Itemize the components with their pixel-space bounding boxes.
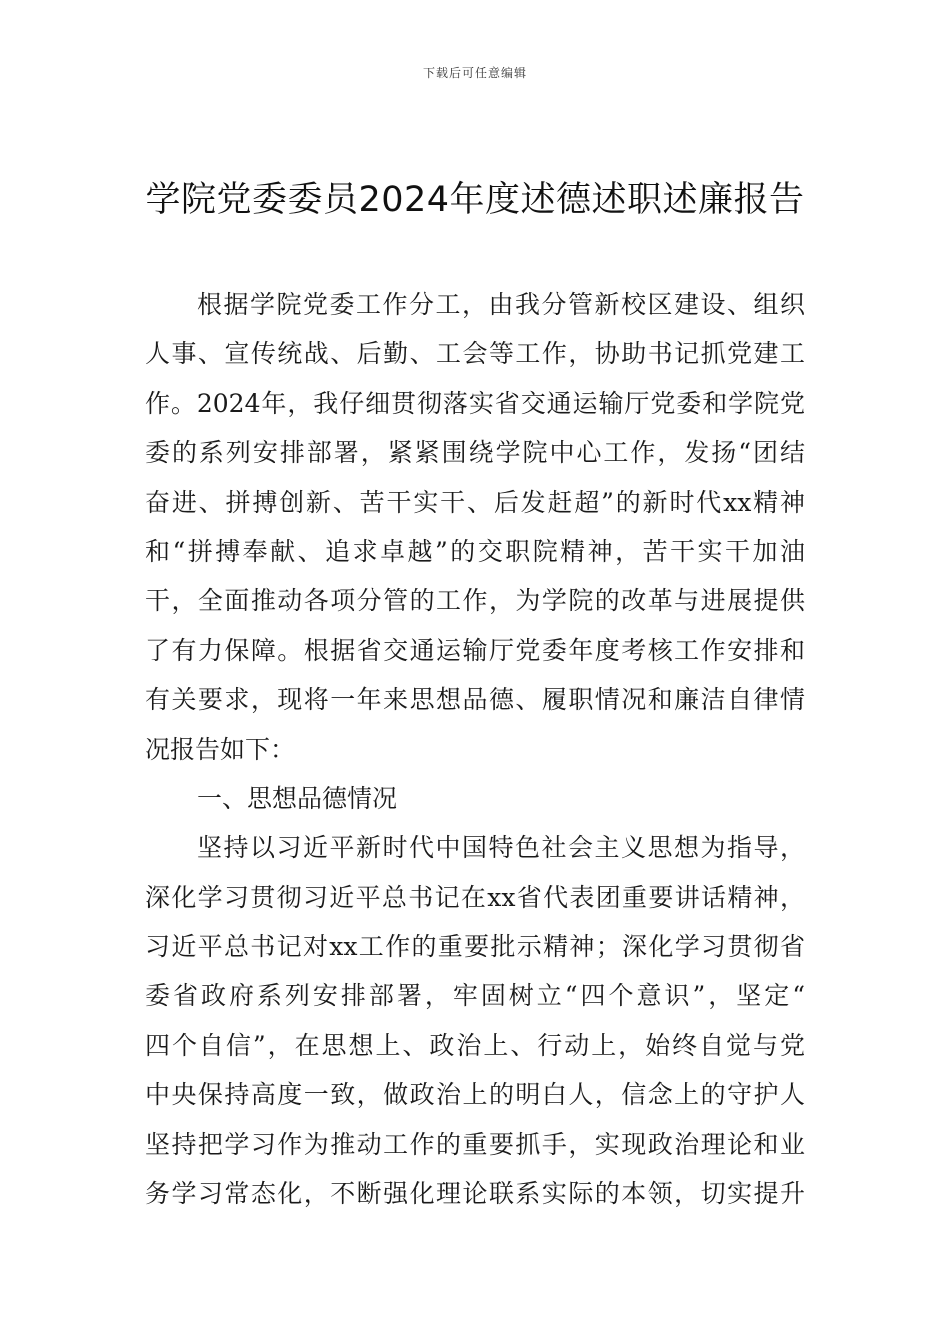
- paragraph-line: 习近平总书记对xx工作的重要批示精神；深化学习贯彻省: [145, 932, 805, 962]
- header-note: 下载后可任意编辑: [422, 66, 527, 80]
- paragraph-line: 人事、宣传统战、后勤、工会等工作，协助书记抓党建工: [145, 339, 805, 369]
- paragraph-line: 坚持把学习作为推动工作的重要抓手，实现政治理论和业: [145, 1129, 805, 1159]
- paragraph-line: 根据学院党委工作分工，由我分管新校区建设、组织: [197, 290, 805, 319]
- paragraph-line: 了有力保障。根据省交通运输厅党委年度考核工作安排和: [145, 635, 805, 665]
- paragraph-line: 和“拼搏奉献、追求卓越”的交职院精神，苦干实干加油: [145, 536, 805, 566]
- section-heading: 一、思想品德情况: [197, 783, 398, 813]
- paragraph-line: 干，全面推动各项分管的工作，为学院的改革与进展提供: [145, 586, 805, 616]
- paragraph-line: 有关要求，现将一年来思想品德、履职情况和廉洁自律情: [145, 685, 805, 715]
- paragraph-line: 深化学习贯彻习近平总书记在xx省代表团重要讲话精神，: [145, 882, 805, 912]
- paragraph-line: 四个自信”，在思想上、政治上、行动上，始终自觉与党: [145, 1030, 805, 1060]
- paragraph-line: 务学习常态化，不断强化理论联系实际的本领，切实提升: [145, 1179, 805, 1209]
- paragraph-line: 委的系列安排部署，紧紧围绕学院中心工作，发扬“团结: [145, 438, 805, 468]
- paragraph-line: 作。2024年，我仔细贯彻落实省交通运输厅党委和学院党: [145, 388, 805, 418]
- paragraph-line: 坚持以习近平新时代中国特色社会主义思想为指导，: [197, 833, 805, 863]
- paragraph-line: 中央保持高度一致，做政治上的明白人，信念上的守护人: [145, 1080, 805, 1110]
- paragraph-line: 奋进、拼搏创新、苦干实干、后发赶超”的新时代xx精神: [145, 487, 805, 517]
- document-body: [145, 280, 805, 1218]
- paragraph-line: 况报告如下：: [145, 734, 296, 764]
- paragraph-line: 委省政府系列安排部署，牢固树立“四个意识”，坚定“: [145, 981, 805, 1011]
- document-title: 学院党委委员2024年度述德述职述廉报告: [145, 180, 805, 220]
